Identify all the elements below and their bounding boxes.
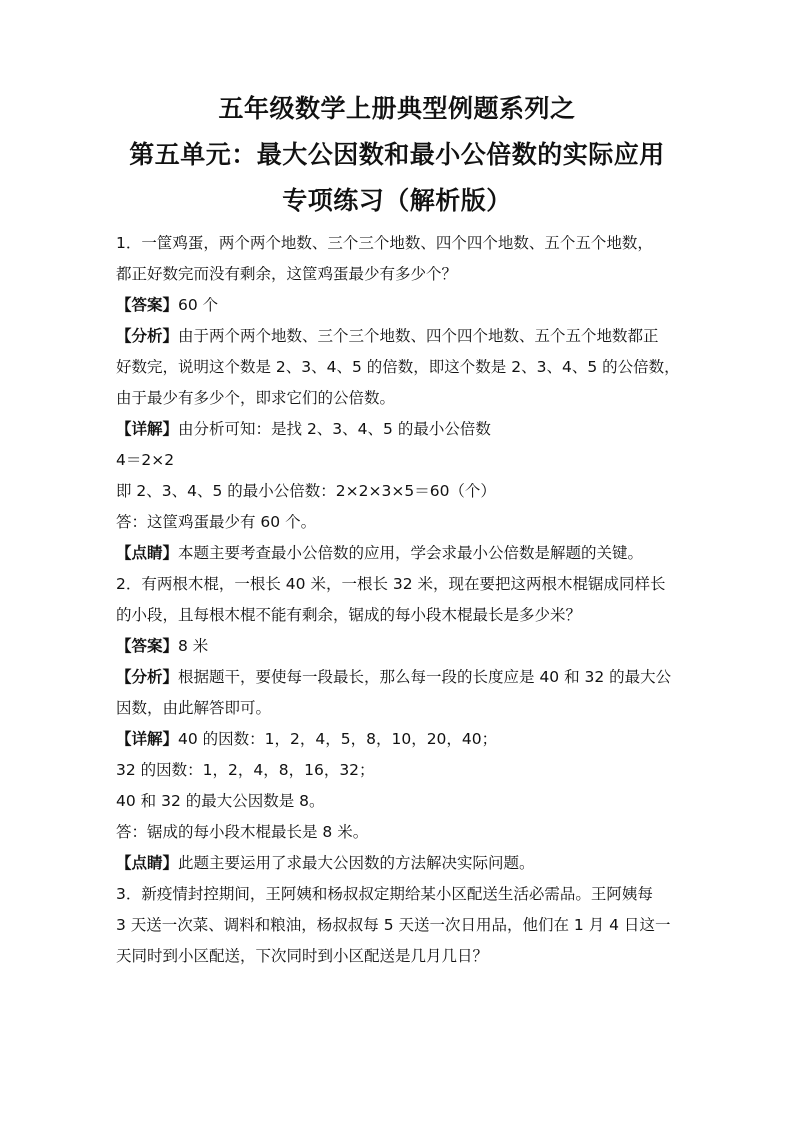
comment-label: 【点睛】 bbox=[116, 544, 179, 562]
q1-analysis-line3: 由于最少有多少个，即求它们的公倍数。 bbox=[116, 389, 396, 407]
q1-comment-text: 本题主要考查最小公倍数的应用，学会求最小公倍数是解题的关键。 bbox=[178, 544, 644, 562]
doc-title-line3: 专项练习（解析版） bbox=[282, 186, 512, 215]
q1-step3: 答：这筐鸡蛋最少有 60 个。 bbox=[116, 513, 317, 531]
q1-analysis-line2: 好数完，说明这个数是 2、3、4、5 的倍数，即这个数是 2、3、4、5 的公倍数， bbox=[116, 358, 680, 376]
q2-answer bbox=[116, 631, 686, 662]
comment-label: 【点睛】 bbox=[116, 854, 179, 872]
q2-question-line2: 的小段，且每根木棍不能有剩余，锯成的每小段木棍最长是多少米？ bbox=[116, 606, 582, 624]
q2-analysis-text1: 根据题干，要使每一段最长，那么每一段的长度应是 40 和 32 的最大公 bbox=[178, 668, 672, 686]
document-body bbox=[116, 228, 686, 972]
q1-step2: 即 2、3、4、5 的最小公倍数：2×2×3×5＝60（个） bbox=[116, 482, 496, 500]
q1-detail-text: 由分析可知：是找 2、3、4、5 的最小公倍数 bbox=[178, 420, 491, 438]
q3-question-line3: 天同时到小区配送，下次同时到小区配送是几月几日？ bbox=[116, 947, 489, 965]
detail-label: 【详解】 bbox=[116, 730, 179, 748]
answer-label: 【答案】 bbox=[116, 637, 179, 655]
q2-analysis-line1 bbox=[116, 662, 686, 693]
q2-comment-text: 此题主要运用了求最大公因数的方法解决实际问题。 bbox=[178, 854, 535, 872]
q2-analysis-line2: 因数，由此解答即可。 bbox=[116, 699, 272, 717]
q2-detail bbox=[116, 724, 686, 755]
q1-analysis-text1: 由于两个两个地数、三个三个地数、四个四个地数、五个五个地数都正 bbox=[178, 327, 659, 345]
detail-label: 【详解】 bbox=[116, 420, 179, 438]
q1-answer-text: 60 个 bbox=[178, 296, 219, 314]
q1-step1: 4＝2×2 bbox=[116, 451, 175, 469]
q2-question-line1: 2．有两根木棍，一根长 40 米，一根长 32 米，现在要把这两根木棍锯成同样长 bbox=[116, 575, 666, 593]
answer-label: 【答案】 bbox=[116, 296, 179, 314]
q3-question-line1: 3．新疫情封控期间，王阿姨和杨叔叔定期给某小区配送生活必需品。王阿姨每 bbox=[116, 885, 653, 903]
analysis-label: 【分析】 bbox=[116, 327, 179, 345]
q1-answer bbox=[116, 290, 686, 321]
analysis-label: 【分析】 bbox=[116, 668, 179, 686]
q2-step3: 答：锯成的每小段木棍最长是 8 米。 bbox=[116, 823, 369, 841]
q1-comment bbox=[116, 538, 686, 569]
q2-step1: 32 的因数：1，2，4，8，16，32； bbox=[116, 761, 375, 779]
q2-detail-text: 40 的因数：1，2，4，5，8，10，20，40； bbox=[178, 730, 498, 748]
q1-question-line1: 1．一筐鸡蛋，两个两个地数、三个三个地数、四个四个地数、五个五个地数， bbox=[116, 234, 653, 252]
q1-analysis-line1 bbox=[116, 321, 686, 352]
q2-answer-text: 8 米 bbox=[178, 637, 209, 655]
q2-step2: 40 和 32 的最大公因数是 8。 bbox=[116, 792, 325, 810]
q3-question-line2: 3 天送一次菜、调料和粮油，杨叔叔每 5 天送一次日用品，他们在 1 月 4 日这一 bbox=[116, 916, 671, 934]
doc-title-line2: 第五单元：最大公因数和最小公倍数的实际应用 bbox=[129, 140, 665, 169]
doc-title-line1: 五年级数学上册典型例题系列之 bbox=[218, 94, 576, 123]
q2-comment bbox=[116, 848, 686, 879]
q1-detail bbox=[116, 414, 686, 445]
q1-question-line2: 都正好数完而没有剩余，这筐鸡蛋最少有多少个？ bbox=[116, 265, 458, 283]
